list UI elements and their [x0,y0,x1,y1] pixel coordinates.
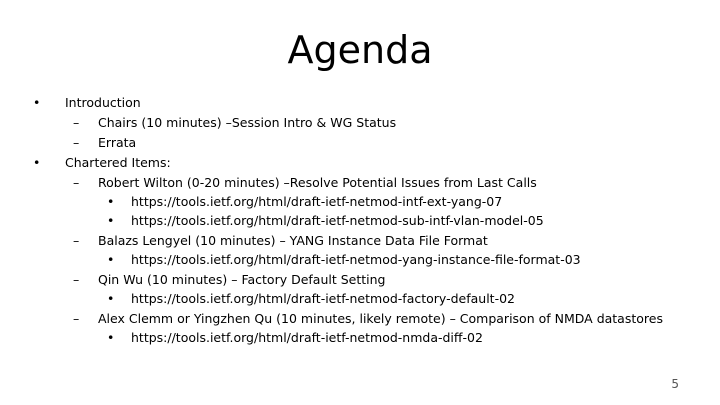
link-yang-instance-file-format[interactable]: https://tools.ietf.org/html/draft-ietf-netmod-yang-instance-file-format-03 [131,252,581,267]
sub-item-chairs: Chairs (10 minutes) –Session Intro & WG Status [98,115,397,130]
bullet-marker: • [107,194,115,209]
link-nmda-diff[interactable]: https://tools.ietf.org/html/draft-ietf-netmod-nmda-diff-02 [131,330,483,345]
dash-marker: – [73,233,80,248]
link-intf-ext-yang[interactable]: https://tools.ietf.org/html/draft-ietf-netmod-intf-ext-yang-07 [131,194,503,209]
dash-marker: – [73,135,80,150]
dash-marker: – [73,115,80,130]
sub-item-alex-clemm: Alex Clemm or Yingzhen Qu (10 minutes, likely remote) – Comparison of NMDA datastores [98,311,663,326]
bullet-marker: • [107,291,115,306]
bullet-marker: • [33,95,41,110]
link-factory-default[interactable]: https://tools.ietf.org/html/draft-ietf-netmod-factory-default-02 [131,291,515,306]
dash-marker: – [73,311,80,326]
agenda-item-introduction: Introduction [65,95,141,110]
sub-item-errata: Errata [98,135,137,150]
dash-marker: – [73,272,80,287]
dash-marker: – [73,175,80,190]
bullet-marker: • [33,155,41,170]
bullet-marker: • [107,252,115,267]
link-sub-intf-vlan-model[interactable]: https://tools.ietf.org/html/draft-ietf-netmod-sub-intf-vlan-model-05 [131,213,544,228]
bullet-marker: • [107,330,115,345]
bullet-marker: • [107,213,115,228]
agenda-item-chartered: Chartered Items: [65,155,171,170]
sub-item-robert-wilton: Robert Wilton (0-20 minutes) –Resolve Potential Issues from Last Calls [98,175,537,190]
sub-item-balazs-lengyel: Balazs Lengyel (10 minutes) – YANG Instance Data File Format [98,233,488,248]
sub-item-qin-wu: Qin Wu (10 minutes) – Factory Default Setting [98,272,386,287]
slide-title: Agenda [287,28,433,72]
page-number: 5 [671,377,679,391]
